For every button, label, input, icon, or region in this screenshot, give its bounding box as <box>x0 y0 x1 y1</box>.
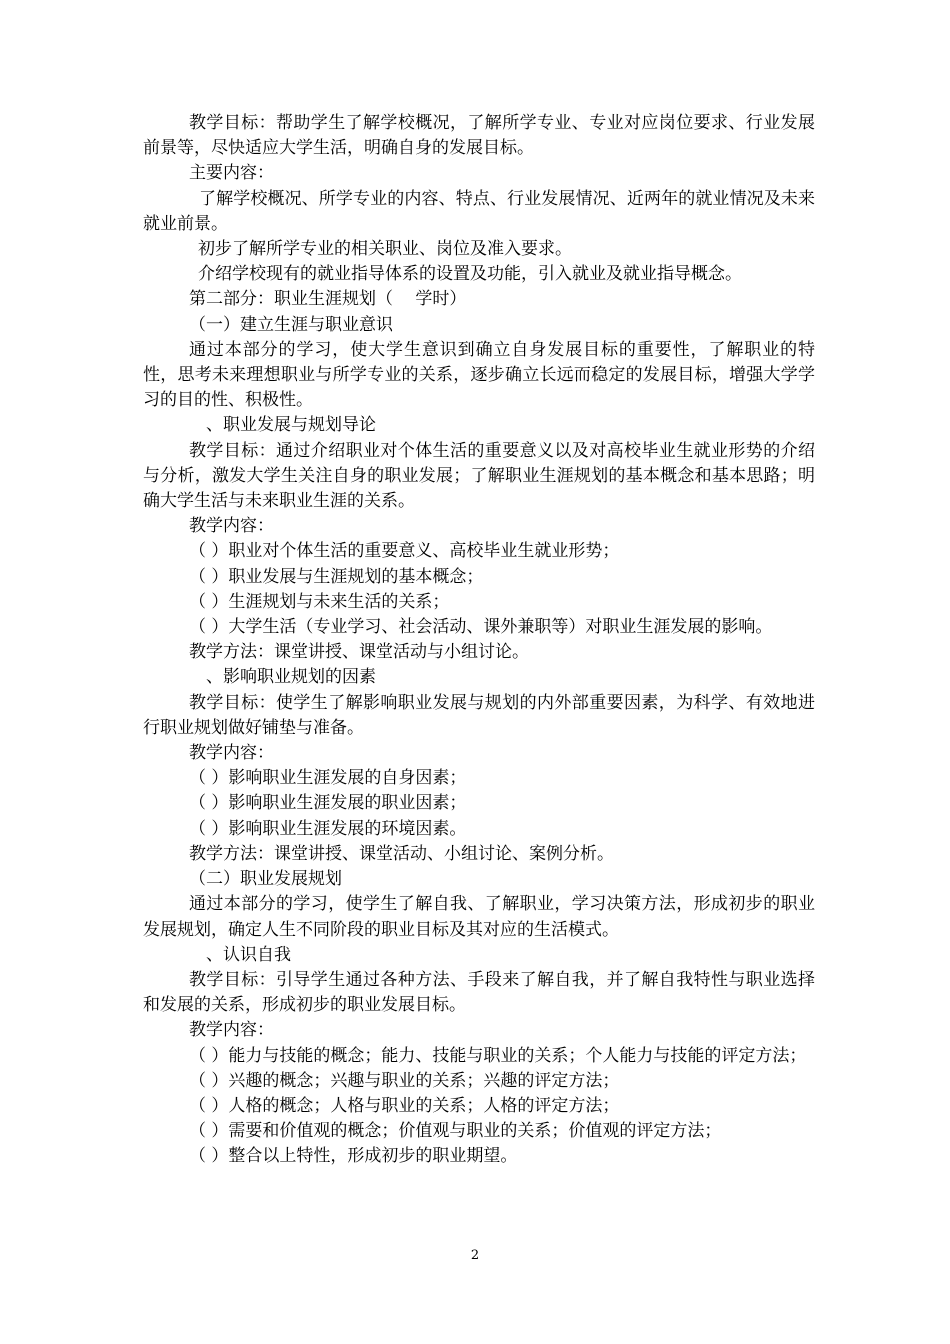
paragraph-teaching-goal-3: 教学目标：使学生了解影响职业发展与规划的内外部重要因素，为科学、有效地进行职业规划做好铺垫与准备。 <box>143 692 815 738</box>
list-item: （ ）人格的概念；人格与职业的关系；人格的评定方法； <box>189 1095 620 1116</box>
list-item: （ ）能力与技能的概念；能力、技能与职业的关系；个人能力与技能的评定方法； <box>189 1045 807 1066</box>
paragraph-intro-1: 通过本部分的学习，使大学生意识到确立自身发展目标的重要性，了解职业的特性，思考未来理想职业与所学专业的关系，逐步确立长远而稳定的发展目标，增强大学学习的目的性、积极性。 <box>143 339 815 411</box>
list-item: （ ）大学生活（专业学习、社会活动、课外兼职等）对职业生涯发展的影响。 <box>189 617 773 638</box>
list-item: （ ）生涯规划与未来生活的关系； <box>189 591 450 612</box>
list-item: （ ）职业对个体生活的重要意义、高校毕业生就业形势； <box>189 541 620 562</box>
section-heading-part-two: 第二部分：职业生涯规划（ 学时） <box>189 289 467 310</box>
page-body <box>143 111 815 1170</box>
list-item: （ ）职业发展与生涯规划的基本概念； <box>189 566 484 587</box>
list-item: （ ）整合以上特性，形成初步的职业期望。 <box>189 1146 518 1167</box>
paragraph-main-content-2: 初步了解所学专业的相关职业、岗位及准入要求。 <box>198 239 572 260</box>
list-item: （ ）兴趣的概念；兴趣与职业的关系；兴趣的评定方法； <box>189 1070 620 1091</box>
paragraph-teaching-content-heading-1: 教学内容： <box>189 516 274 537</box>
paragraph-main-content-heading: 主要内容： <box>189 163 274 184</box>
list-item: （ ）影响职业生涯发展的自身因素； <box>189 768 467 789</box>
subsection-heading-1: （一）建立生涯与职业意识 <box>189 314 393 335</box>
paragraph-teaching-content-heading-2: 教学内容： <box>189 743 274 764</box>
paragraph-teaching-goal-2: 教学目标：通过介绍职业对个体生活的重要意义以及对高校毕业生就业形势的介绍与分析，激发大学生关注自身的职业发展；了解职业生涯规划的基本概念和基本思路；明确大学生活与未来职业生涯的关系。 <box>143 440 815 512</box>
paragraph-intro-2: 通过本部分的学习，使学生了解自我、了解职业，学习决策方法，形成初步的职业发展规划，确定人生不同阶段的职业目标及其对应的生活模式。 <box>143 894 815 940</box>
paragraph-teaching-method-2: 教学方法：课堂讲授、课堂活动、小组讨论、案例分析。 <box>189 843 614 864</box>
page-number: 2 <box>470 1248 480 1263</box>
paragraph-main-content-1: 了解学校概况、所学专业的内容、特点、行业发展情况、近两年的就业情况及未来就业前景。 <box>143 188 815 234</box>
list-item: （ ）影响职业生涯发展的职业因素； <box>189 793 467 814</box>
topic-heading-1: 、职业发展与规划导论 <box>206 415 376 436</box>
subsection-heading-2: （二）职业发展规划 <box>189 869 342 890</box>
paragraph-teaching-goal-1: 教学目标：帮助学生了解学校概况，了解所学专业、专业对应岗位要求、行业发展前景等，尽快适应大学生活，明确自身的发展目标。 <box>143 113 815 159</box>
list-item: （ ）需要和价值观的概念；价值观与职业的关系；价值观的评定方法； <box>189 1121 722 1142</box>
paragraph-main-content-3: 介绍学校现有的就业指导体系的设置及功能，引入就业及就业指导概念。 <box>198 264 742 285</box>
list-item: （ ）影响职业生涯发展的环境因素。 <box>189 818 467 839</box>
paragraph-teaching-content-heading-3: 教学内容： <box>189 1020 274 1041</box>
paragraph-teaching-goal-4: 教学目标：引导学生通过各种方法、手段来了解自我，并了解自我特性与职业选择和发展的关系，形成初步的职业发展目标。 <box>143 969 815 1016</box>
topic-heading-2: 、影响职业规划的因素 <box>206 667 376 688</box>
paragraph-teaching-method-1: 教学方法：课堂讲授、课堂活动与小组讨论。 <box>189 642 529 663</box>
topic-heading-3: 、认识自我 <box>206 944 291 965</box>
